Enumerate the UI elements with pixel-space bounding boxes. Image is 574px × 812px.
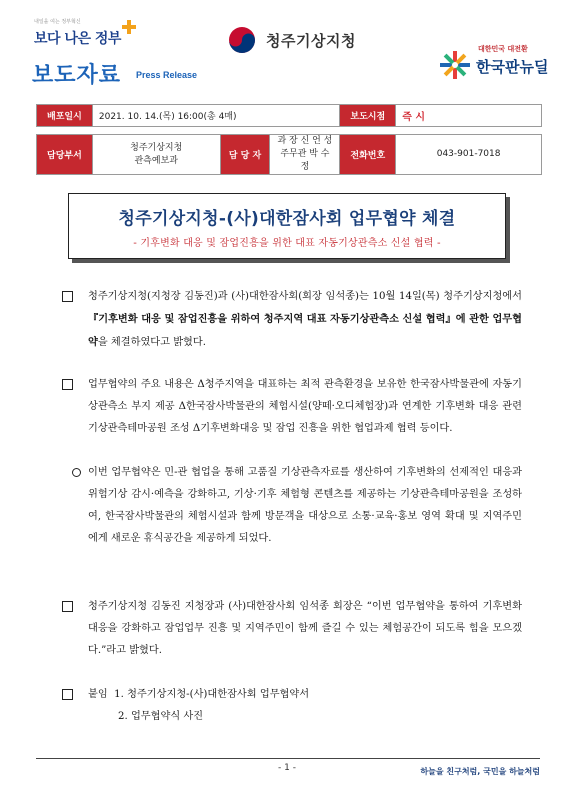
press-release-title: 보도자료 (32, 63, 122, 88)
sub-title: - 기후변화 대응 및 잠업진흥을 위한 대표 자동기상관측소 신설 협력 - (133, 238, 441, 249)
checkbox-bullet-icon (62, 601, 73, 612)
distribution-value: 2021. 10. 14.(목) 16:00(총 4매) (92, 105, 339, 127)
newdeal-name: 한국판뉴딜 (476, 58, 549, 76)
embargo-value: 즉 시 (396, 105, 542, 127)
paragraph-4: 청주기상지청 김동진 지청장과 (사)대한잠사회 임석종 회장은 “이번 업무협약을 통하여 기후변화 대응을 강화하고 잠업업무 진흥 및 지역주민이 함께 즐길 수 있는 체험공간이 되도록 힘을 모으겠다.”라고 밝혔다. (62, 596, 522, 662)
distribution-label: 배포일시 (37, 105, 93, 127)
header (0, 0, 574, 98)
page-number: - 1 - (278, 763, 296, 773)
agency-name: 청주기상지청 (266, 32, 356, 50)
korean-new-deal-logo (438, 44, 568, 88)
release-info-table (36, 104, 542, 175)
slogan-big: 보다 나은 정부 (34, 31, 121, 47)
person-label: 담 당 자 (220, 135, 270, 175)
agency-logo (228, 24, 378, 56)
footer-divider (36, 758, 540, 759)
department-value: 청주기상지청 관측예보과 (92, 135, 220, 175)
paragraph-3: 이번 업무협약은 민-관 협업을 통해 고품질 기상관측자료를 생산하여 기후변화의 선제적인 대응과 위험기상 감시·예측을 강화하고, 기상·기후 체험형 콘텐츠를 제공하는 기상관측테마공원을 조성하여, 한국잠사박물관의 체험시설과 함께 방문객을 대상으로 소통·교육·홍보 영역 확대 및 지역주민에게 새로운 휴식공간을 제공하게 되었다. (62, 462, 522, 550)
checkbox-bullet-icon (62, 379, 73, 390)
paragraph-1: 청주기상지청(지청장 김동진)과 (사)대한잠사회(회장 임석종)는 10월 14일(목) 청주기상지청에서 『기후변화 대응 및 잠업진흥을 위하여 청주지역 대표 자동기상관측소 신설 협력』에 관한 업무협약을 체결하였다고 밝혔다. (62, 286, 522, 354)
plus-icon (122, 20, 136, 34)
taegeuk-emblem-icon (228, 26, 256, 54)
phone-value: 043-901-7018 (396, 135, 542, 175)
main-title: 청주기상지청-(사)대한잠사회 업무협약 체결 (118, 209, 456, 229)
slogan-small: 내일을 여는 정부혁신 (34, 19, 81, 25)
department-label: 담당부서 (37, 135, 93, 175)
attachment-label: 붙임 (88, 689, 108, 700)
person-value: 과 장 신 언 성 주무관 박 수 정 (270, 135, 340, 175)
press-release-en: Press Release (136, 70, 198, 80)
government-innovation-logo (30, 18, 198, 88)
checkbox-bullet-icon (62, 689, 73, 700)
checkbox-bullet-icon (62, 291, 73, 302)
attachment-2: 2. 업무협약식 사진 (118, 711, 204, 722)
new-deal-mark-icon (438, 50, 472, 80)
embargo-label: 보도시점 (340, 105, 396, 127)
paragraph-2: 업무협약의 주요 내용은 Δ청주지역을 대표하는 최적 관측환경을 보유한 한국잠사박물관에 자동기상관측소 부지 제공 Δ한국잠사박물관의 체험시설(양떼·오디체험장)과 연계한 기후변화 대응 관련 기상관측테마공원 조성 Δ기후변화대응 및 잠업 진흥을 위한 협업과제 협력 등이다. (62, 374, 522, 440)
attachment-1: 1. 청주기상지청-(사)대한잠사회 업무협약서 (114, 689, 310, 700)
footer-slogan: 하늘을 친구처럼, 국민을 하늘처럼 (420, 767, 540, 776)
attachments (62, 684, 522, 728)
title-box (68, 193, 506, 259)
newdeal-subtitle: 대한민국 대전환 (478, 45, 528, 53)
phone-label: 전화번호 (340, 135, 396, 175)
circle-bullet-icon (72, 468, 81, 477)
